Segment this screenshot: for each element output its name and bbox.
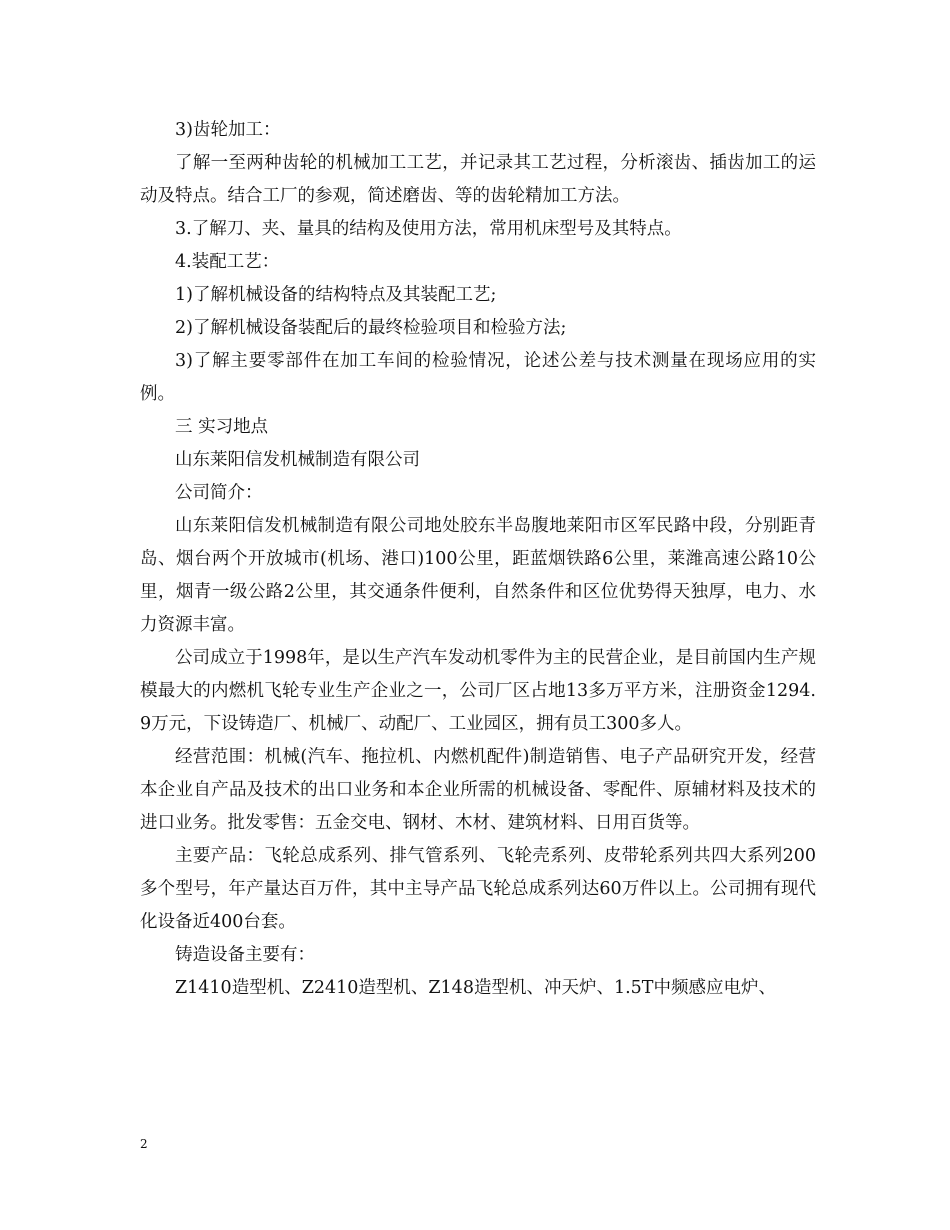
paragraph: 1)了解机械设备的结构特点及其装配工艺; [175, 285, 497, 305]
paragraph: 3)齿轮加工： [175, 120, 281, 140]
company-name: 山东莱阳信发机械制造有限公司 [175, 450, 420, 470]
paragraph: 了解一至两种齿轮的机械加工工艺，并记录其工艺过程，分析滚齿、插齿加工的运动及特点。结合工厂的参观，简述磨齿、等的齿轮精加工方法。 [140, 153, 816, 206]
paragraph: 经营范围：机械(汽车、拖拉机、内燃机配件)制造销售、电子产品研究开发，经营本企业自产品及技术的出口业务和本企业所需的机械设备、零配件、原辅材料及技术的进口业务。批发零售：五金交电、钢材、木材、建筑材料、日用百货等。 [140, 747, 816, 833]
subheading: 公司简介： [175, 483, 263, 503]
paragraph: 公司成立于1998年，是以生产汽车发动机零件为主的民营企业，是目前国内生产规模最大的内燃机飞轮专业生产企业之一，公司厂区占地13多万平方米，注册资金1294.9万元，下设铸造厂、机械厂、动配厂、工业园区，拥有员工300多人。 [140, 648, 816, 734]
paragraph: 山东莱阳信发机械制造有限公司地处胶东半岛腹地莱阳市区军民路中段，分别距青岛、烟台两个开放城市(机场、港口)100公里，距蓝烟铁路6公里，莱潍高速公路10公里，烟青一级公路2公里，其交通条件便利，自然条件和区位优势得天独厚，电力、水力资源丰富。 [140, 516, 816, 635]
page-number: 2 [140, 1137, 148, 1151]
section-heading: 三 实习地点 [175, 417, 269, 437]
paragraph: 铸造设备主要有： [175, 945, 315, 965]
paragraph: Z1410造型机、Z2410造型机、Z148造型机、冲天炉、1.5T中频感应电炉、 [175, 978, 776, 998]
paragraph: 2)了解机械设备装配后的最终检验项目和检验方法; [175, 318, 567, 338]
paragraph: 3)了解主要零部件在加工车间的检验情况，论述公差与技术测量在现场应用的实例。 [140, 351, 816, 404]
paragraph: 主要产品：飞轮总成系列、排气管系列、飞轮壳系列、皮带轮系列共四大系列200多个型号，年产量达百万件，其中主导产品飞轮总成系列达60万件以上。公司拥有现代化设备近400台套。 [140, 846, 816, 932]
paragraph: 3.了解刀、夹、量具的结构及使用方法，常用机床型号及其特点。 [175, 219, 682, 239]
paragraph: 4.装配工艺： [175, 252, 280, 272]
document-body [140, 114, 816, 1005]
